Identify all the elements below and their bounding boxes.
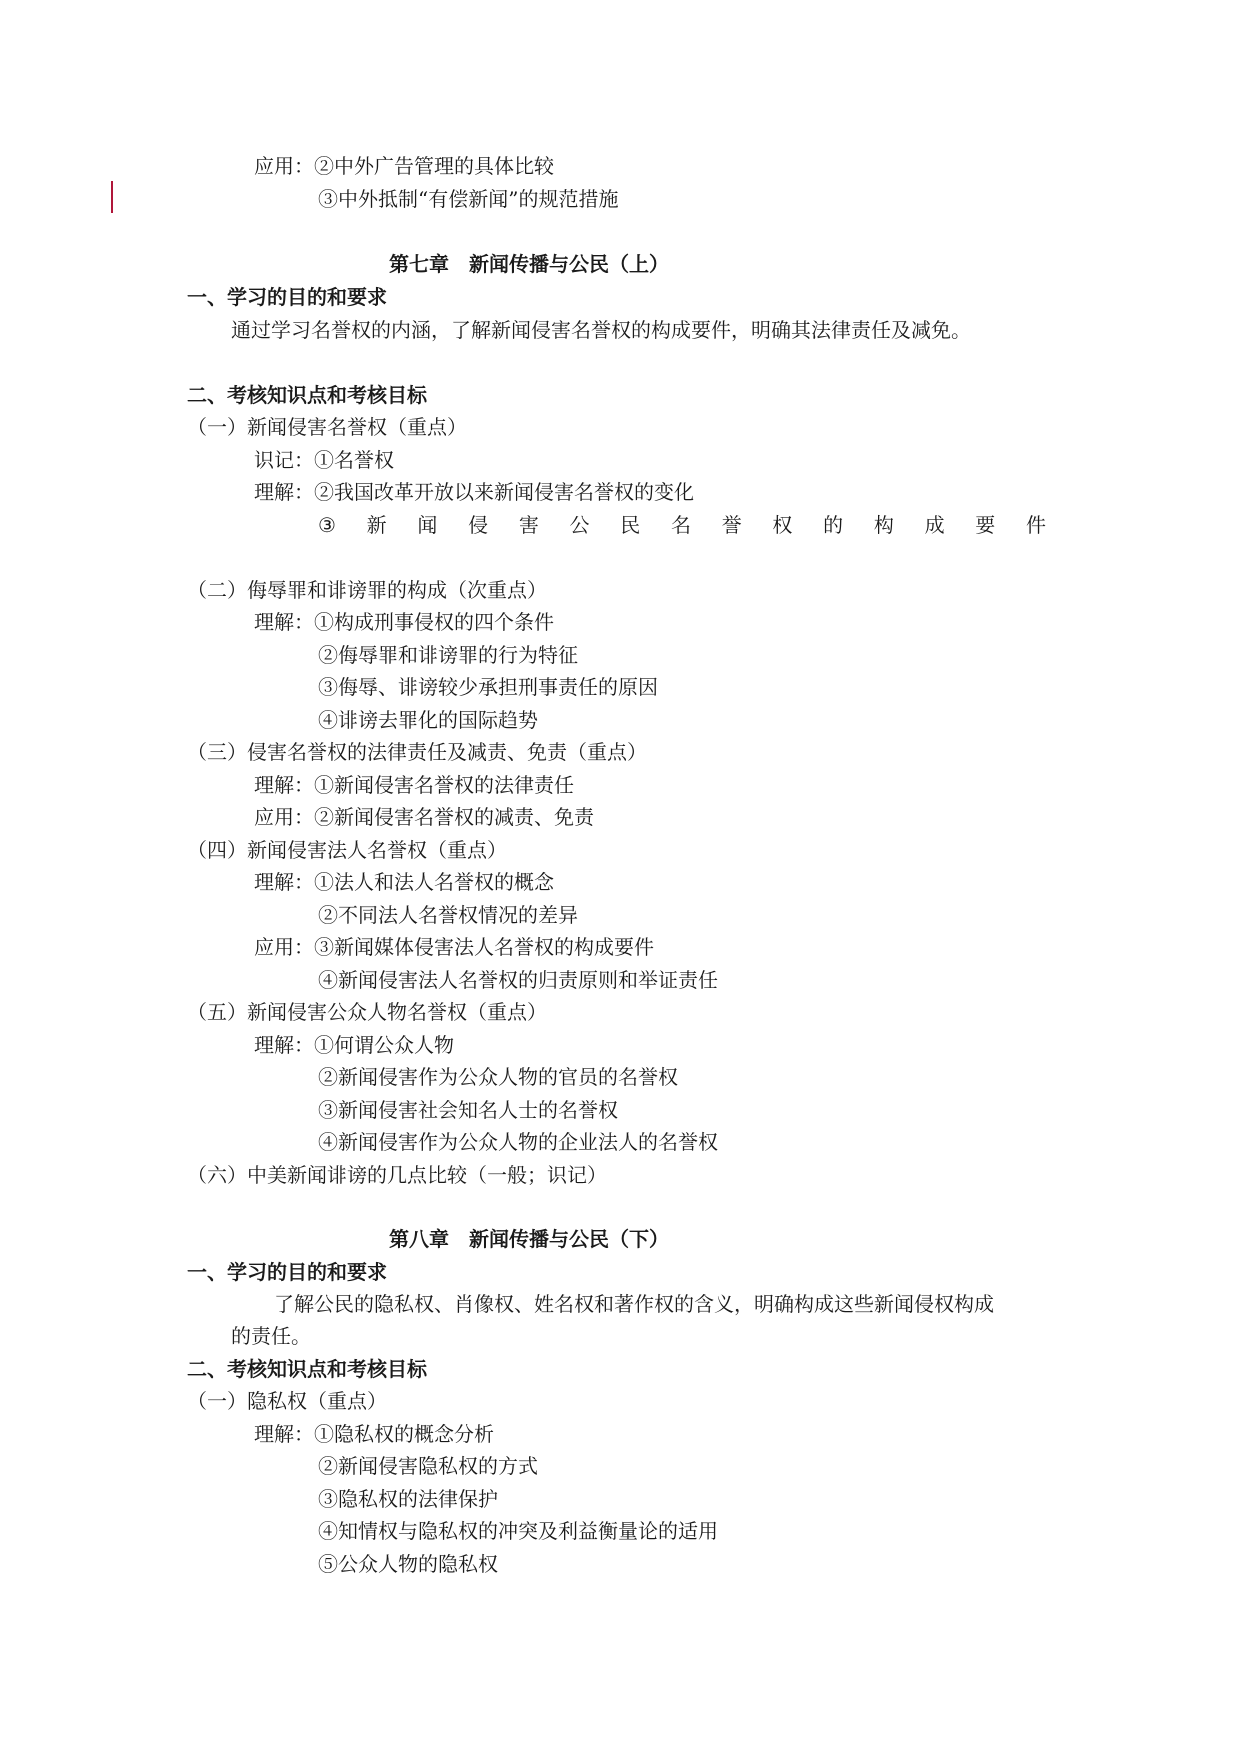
ch7-item-5-line-4: ④新闻侵害作为公众人物的企业法人的名誉权 bbox=[318, 1130, 718, 1154]
ch6-application-line-2: ③中外抵制“有偿新闻”的规范措施 bbox=[318, 187, 619, 211]
ch7-item-2-line-2: ②侮辱罪和诽谤罪的行为特征 bbox=[318, 643, 578, 667]
spread-char: 构 bbox=[873, 513, 894, 537]
spread-char: 公 bbox=[569, 513, 590, 537]
spread-char: 件 bbox=[1026, 513, 1046, 537]
spread-char: 成 bbox=[924, 513, 945, 537]
ch7-item-4-line-1: 理解：①法人和法人名誉权的概念 bbox=[254, 870, 554, 894]
ch7-section-2-heading: 二、考核知识点和考核目标 bbox=[187, 383, 427, 407]
ch8-item-1-line-5: ⑤公众人物的隐私权 bbox=[318, 1552, 498, 1576]
spread-char: 要 bbox=[975, 513, 996, 537]
spread-char: 民 bbox=[620, 513, 641, 537]
ch7-item-5-heading: （五）新闻侵害公众人物名誉权（重点） bbox=[187, 1000, 547, 1024]
chapter-7-title: 第七章 新闻传播与公民（上） bbox=[389, 252, 669, 276]
ch7-item-4-line-3: 应用：③新闻媒体侵害法人名誉权的构成要件 bbox=[254, 935, 654, 959]
ch6-application-line-1: 应用：②中外广告管理的具体比较 bbox=[254, 154, 554, 178]
ch7-item-4-heading: （四）新闻侵害法人名誉权（重点） bbox=[187, 838, 507, 862]
ch7-item-5-line-1: 理解：①何谓公众人物 bbox=[254, 1033, 454, 1057]
ch7-item-4-line-2: ②不同法人名誉权情况的差异 bbox=[318, 903, 578, 927]
ch7-item-5-line-2: ②新闻侵害作为公众人物的官员的名誉权 bbox=[318, 1065, 678, 1089]
spread-char: 名 bbox=[670, 513, 691, 537]
ch7-item-3-heading: （三）侵害名誉权的法律责任及减责、免责（重点） bbox=[187, 740, 647, 764]
spread-char: 侵 bbox=[468, 513, 489, 537]
ch7-item-1-heading: （一）新闻侵害名誉权（重点） bbox=[187, 415, 467, 439]
spread-char: 闻 bbox=[417, 513, 438, 537]
spread-char: 害 bbox=[518, 513, 539, 537]
spread-char: ③ bbox=[318, 513, 336, 537]
ch8-section-2-heading: 二、考核知识点和考核目标 bbox=[187, 1357, 427, 1381]
ch7-item-5-line-3: ③新闻侵害社会知名人士的名誉权 bbox=[318, 1098, 618, 1122]
ch7-item-3-line-2: 应用：②新闻侵害名誉权的减责、免责 bbox=[254, 805, 594, 829]
ch7-item-4-line-4: ④新闻侵害法人名誉权的归责原则和举证责任 bbox=[318, 968, 718, 992]
ch7-item-2-line-4: ④诽谤去罪化的国际趋势 bbox=[318, 708, 538, 732]
ch7-item-3-line-1: 理解：①新闻侵害名誉权的法律责任 bbox=[254, 773, 574, 797]
ch8-section-1-heading: 一、学习的目的和要求 bbox=[187, 1260, 387, 1284]
ch8-item-1-line-2: ②新闻侵害隐私权的方式 bbox=[318, 1454, 538, 1478]
ch7-item-1-recall: 识记：①名誉权 bbox=[254, 448, 394, 472]
ch8-item-1-heading: （一）隐私权（重点） bbox=[187, 1389, 387, 1413]
ch7-section-1-text: 通过学习名誉权的内涵，了解新闻侵害名誉权的构成要件，明确其法律责任及减免。 bbox=[231, 318, 971, 342]
ch8-item-1-line-1: 理解：①隐私权的概念分析 bbox=[254, 1422, 494, 1446]
ch8-section-1-text-line-2: 的责任。 bbox=[231, 1324, 311, 1348]
ch7-item-1-spread-line bbox=[318, 511, 1046, 539]
spread-char: 的 bbox=[823, 513, 844, 537]
spread-char: 权 bbox=[772, 513, 793, 537]
ch7-section-1-heading: 一、学习的目的和要求 bbox=[187, 285, 387, 309]
ch8-item-1-line-3: ③隐私权的法律保护 bbox=[318, 1487, 498, 1511]
spread-char: 新 bbox=[366, 513, 387, 537]
chapter-8-title: 第八章 新闻传播与公民（下） bbox=[389, 1227, 669, 1251]
ch7-item-2-line-3: ③侮辱、诽谤较少承担刑事责任的原因 bbox=[318, 675, 658, 699]
ch8-item-1-line-4: ④知情权与隐私权的冲突及利益衡量论的适用 bbox=[318, 1519, 718, 1543]
ch8-section-1-text-line-1: 了解公民的隐私权、肖像权、姓名权和著作权的含义，明确构成这些新闻侵权构成 bbox=[274, 1292, 994, 1316]
revision-marker bbox=[111, 181, 113, 213]
ch7-item-1-understand: 理解：②我国改革开放以来新闻侵害名誉权的变化 bbox=[254, 480, 694, 504]
spread-char: 誉 bbox=[721, 513, 742, 537]
ch7-item-6-heading: （六）中美新闻诽谤的几点比较（一般；识记） bbox=[187, 1163, 607, 1187]
ch7-item-2-heading: （二）侮辱罪和诽谤罪的构成（次重点） bbox=[187, 578, 547, 602]
ch7-item-2-line-1: 理解：①构成刑事侵权的四个条件 bbox=[254, 610, 554, 634]
